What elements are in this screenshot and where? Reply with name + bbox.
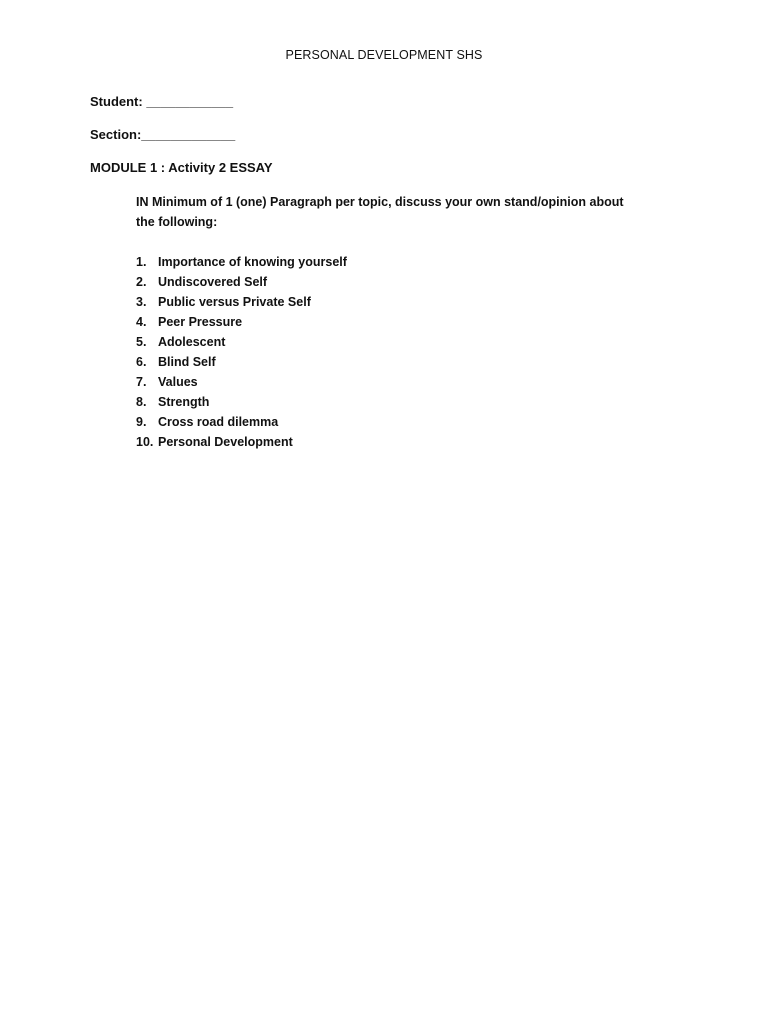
list-item-text: Undiscovered Self	[158, 275, 268, 289]
list-item-number: 7.	[136, 375, 147, 389]
list-item	[136, 352, 347, 372]
list-item-number: 10.	[136, 435, 154, 449]
list-item-text: Values	[158, 375, 198, 389]
list-item	[136, 332, 347, 352]
list-item	[136, 312, 347, 332]
list-item-number: 1.	[136, 255, 147, 269]
list-item	[136, 392, 347, 412]
list-item-number: 4.	[136, 315, 147, 329]
list-item-text: Personal Development	[158, 435, 293, 449]
list-item	[136, 272, 347, 292]
list-item-text: Blind Self	[158, 355, 216, 369]
list-item-text: Peer Pressure	[158, 315, 243, 329]
list-item	[136, 292, 347, 312]
list-item-text: Cross road dilemma	[158, 415, 279, 429]
list-item-number: 3.	[136, 295, 147, 309]
topic-list	[136, 252, 347, 452]
student-field: Student: ____________	[90, 94, 234, 109]
list-item-number: 8.	[136, 395, 147, 409]
list-item-number: 9.	[136, 415, 147, 429]
list-item	[136, 432, 347, 452]
list-item-text: Strength	[158, 395, 210, 409]
list-item	[136, 412, 347, 432]
document-title: PERSONAL DEVELOPMENT SHS	[285, 48, 483, 62]
list-item	[136, 252, 347, 272]
list-item-number: 6.	[136, 355, 147, 369]
list-item-text: Adolescent	[158, 335, 226, 349]
instructions-paragraph: IN Minimum of 1 (one) Paragraph per topic, discuss your own stand/opinion about the following:	[136, 195, 624, 229]
list-item	[136, 372, 347, 392]
list-item-number: 2.	[136, 275, 147, 289]
module-heading: MODULE 1 : Activity 2 ESSAY	[90, 160, 273, 175]
list-item-text: Public versus Private Self	[158, 295, 311, 309]
list-item-number: 5.	[136, 335, 147, 349]
section-field: Section:_____________	[90, 127, 236, 142]
list-item-text: Importance of knowing yourself	[158, 255, 347, 269]
